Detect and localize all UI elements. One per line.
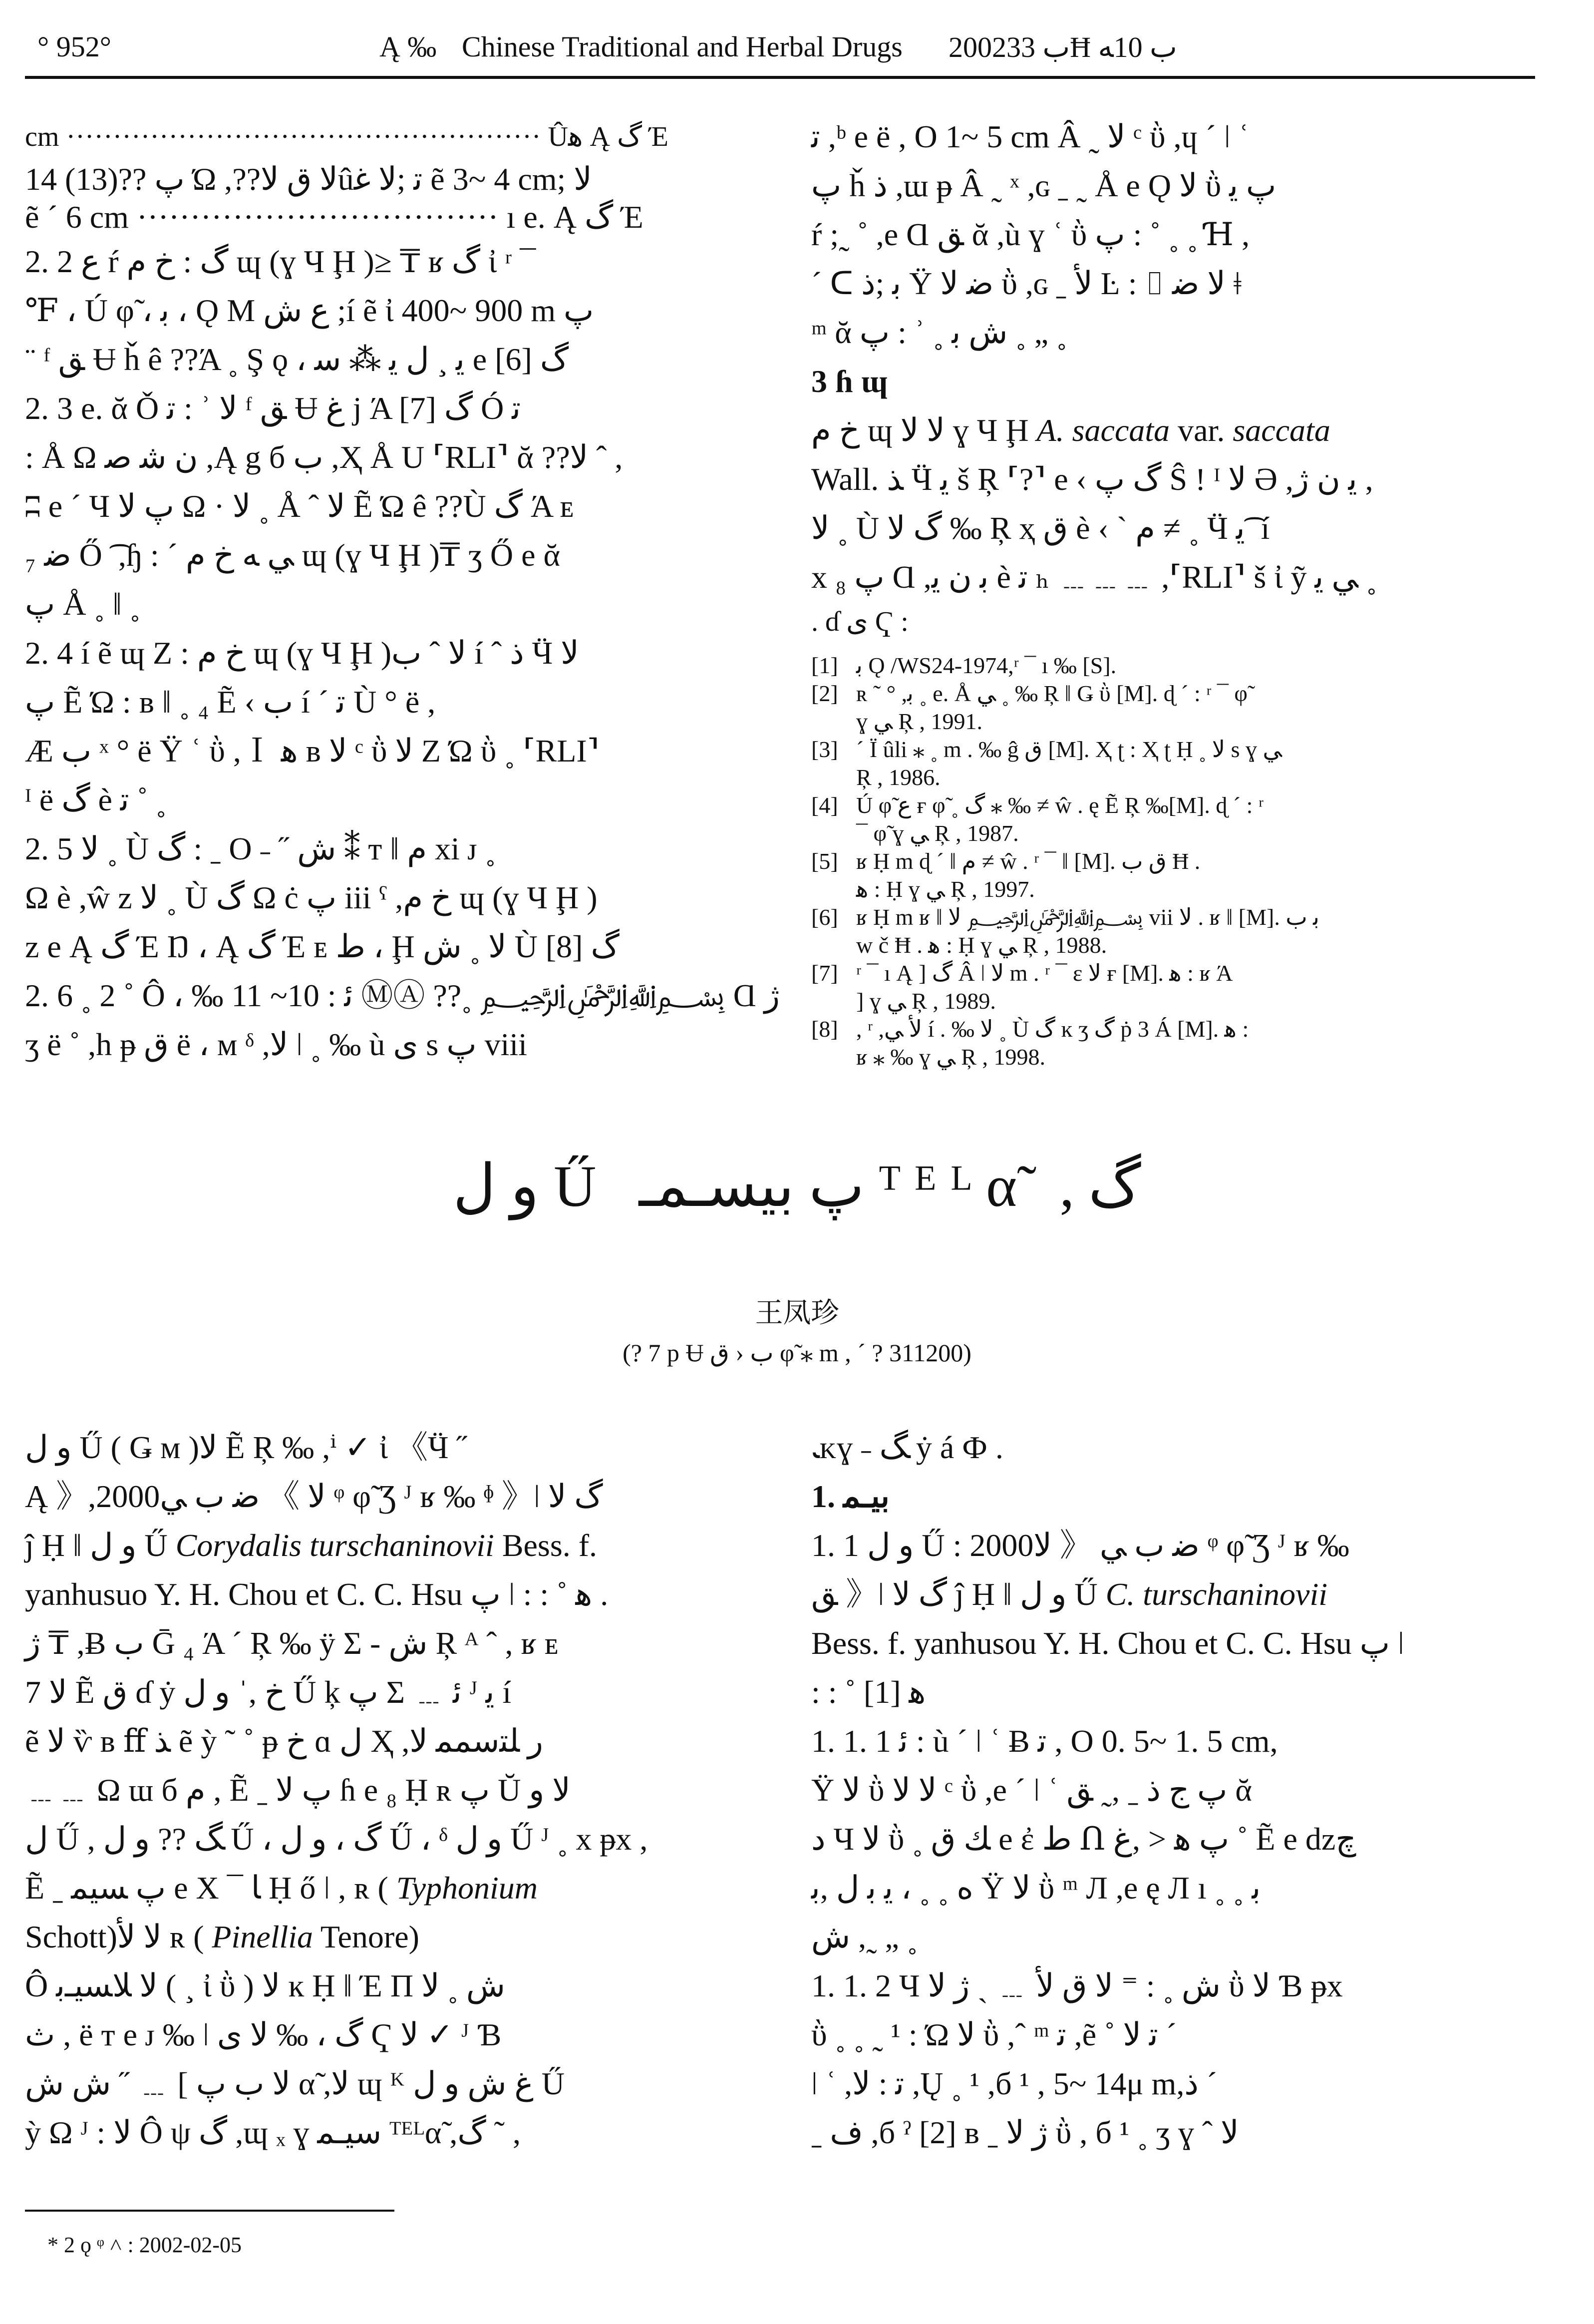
text-line: ﺙ , ë ᴛ e ᴊ ‰ ǀ ﮒ ، ‰ ﻻ ﻯ Ҁ ﻻ ✓ ᴶ Ɓ (25, 2017, 502, 2052)
text-line: ﻻ 7 Ẽ ﻕ ɗ ẏ ﺥ ,ˈ ﻭ ﻝ Ű ķ ﭖ Σ ﹍ ﺋ ᴶ ﻳ í (25, 1674, 512, 1710)
text-fragment: Tenore) (320, 1919, 419, 1954)
genus-name: Typhonium (396, 1870, 538, 1906)
reference-text: ʁ Ḥ m ɖ ´ ‖ ﻡ ≠ ŵ . ʳ ¯ ‖ [M]. ﻕ ﺏ Ħ . (856, 848, 1201, 874)
text-line: 1. 1 ﻭ ﻝ Ű : 2000ﺿ ﺏ ﻲ 《 ﻻ ᵠ φ̃ Ʒ ᴶ ʁ ‰ (811, 1528, 1349, 1563)
variety-label: var. (1178, 412, 1225, 448)
text-line: ʭ e ´ Ч ﭖ ﻻ Ω · ﻻ ˳ Å ˆ ﻻ Ẽ Ώ ê ??Ù ﮒ Ά ᴇ (25, 488, 575, 524)
text-line (25, 1864, 749, 1913)
text-line: ẽ ´ 6 cm ·································· ı e. Ą ﮒ Έ (25, 199, 643, 235)
reference-item (811, 903, 1545, 931)
text-line (25, 1521, 749, 1570)
text-line: Ô ﻻ ﻼﺴﻴـﺑ ( ¸ ἰ ῢ ) ﻻ ĸ Ḥ ‖ Έ Π ﺵ ˳ ﻻ (25, 1968, 505, 2003)
reference-number: [1] (811, 653, 838, 678)
reference-text: ´ Ϊ ûli ⁎ ˳ m . ‰ ĝ ﻕ [M]. Ҳ ʈ : Ҳ ʈ Ḥ ˳ ﻻ s ɣ ﻲ (856, 737, 1282, 762)
reference-text: ¯ φ̃ ɣ ﻲ Ŗ , 1987. (856, 820, 1019, 846)
author-abbreviation: Bess. f. (502, 1528, 598, 1563)
text-line: ﭖ ȟ ﺫ ,ɯ ᵽ Â ˷ ˣ ,ɢ ˍ ˷ Å e Ǫ ﻻ ῢ ﭖ ﻳ (811, 168, 1276, 203)
text-line: ﹍﹍ Ω ɯ б ﻡ , Ẽ ˍ ﭖ ﻻ ɦ e ₈ Ḥ ʀ ﭖ Ŭ ﻻ ﻭ (25, 1772, 571, 1808)
text-line: 2. 3 e. ᾰ Ǒ ﺗ : ʾ ﻻ ᶠ ﻖ Ʉ ﻍ j Ά [7] ﮒ Ó ﺗ (25, 390, 521, 426)
reference-item (811, 652, 1545, 680)
text-line: ﭖ Å ˳ ‖ ˳ (25, 586, 141, 622)
text-line: ῢ ˳ ˳ ˷ ¹ : Ώ ﻻ ῢ ,ˆ ᵐ ﺗ ,ẽ ˚ ﺗ ﻻ ´ (811, 2017, 1177, 2052)
text-line: yanhusuo Y. H. Chou et C. C. Hsu ﭖ ǀ : : ˚ ﮬ . (25, 1576, 609, 1612)
text-line: 14 (13)?? ﭖ Ώ ,??ﻻ ﻕ ﻻûﺗ ;ﻻ ﻏ ẽ 3~ 4 cm; ﻻ (25, 161, 592, 197)
species-name: A. saccata (1036, 412, 1170, 448)
reference-text: ɣ ﻲ Ŗ , 1991. (856, 709, 983, 734)
text-line: : : ˚ ﮬ [1] (811, 1674, 926, 1710)
text-line: Ÿ ﻻ ῢ ﻻ ﻻ ᶜ ῢ ,e ´ ǀ ʿ ﭖ ﺝ ﺫ ˍ ,˷ ﻖ ᾰ (811, 1772, 1252, 1808)
text-fragment: ﻖ 》ǀ ﮒ ﻻ ĵ Ḥ ‖ ﻭ ﻝ Ű (811, 1576, 1098, 1612)
footnote: * 2 ǫ ᵠ ˄ : 2002-02-05 (47, 2233, 242, 2257)
text-line: ˍ ﻑ ,б ˀ [2] ʙ ˍ ﮊ ﻻ ῢ , б ¹ ˳ ʒ ɣ ˆ ﻻ (811, 2115, 1239, 2150)
reference-item (811, 736, 1545, 764)
footnote-rule (25, 2210, 394, 2212)
text-line: Æ ﺏ ˣ ° ë Ÿ ʿ ῢ ,Ｉ ﮬ ʙ ﻻ ᶜ ῢ ﻻ Ζ Ώ ῢ ˳ ⸢RLI⸣ (25, 733, 600, 769)
text-fragment: Schott)ﻻ ﻷ ʀ ( (25, 1919, 204, 1954)
text-line (811, 1570, 1545, 1619)
species-name: C. turschaninovii (1105, 1576, 1327, 1612)
reference-item (811, 680, 1545, 708)
text-line: ỳ Ω ᴶ : ﻻ Ô ψ ﮒ ,ɰ ₓ ɣ ﺳﻴـﻤ ᵀᴱᴸα̃ ,ﮒ ˜ , (25, 2115, 521, 2150)
reference-item (811, 959, 1545, 987)
text-line: ﺵ ,˷ „ ˳ (811, 1919, 918, 1954)
text-fragment: Ẽ ˍ ﭖ ﺴﻴﻤ e X ¯ ﺎ Ḥ ő ǀ , ʀ ( (25, 1870, 388, 1906)
journal-title-en: Chinese Traditional and Herbal Drugs (462, 30, 903, 63)
text-line: Ω è ,ŵ z ﻻ ˳ Ù ﮒ Ω ċ ﭖ iii ˁ ,ﺥ ﻡ ɰ (ɣ Ч Ḩ ) (25, 880, 598, 915)
text-line: Bess. f. yanhusou Y. H. Chou et C. C. Hsu ﭖ ǀ (811, 1625, 1404, 1661)
text-line: ﻭ ﻝ Ű ( Ǥ ᴍ )ﻻ Ẽ Ŗ ‰ ,ⁱ ✓ ἰ 《Ӵ ˝ (25, 1430, 467, 1465)
reference-text: ʳ ¯ ı Ą ] ﮒ Â ǀ ﻻ m . ʳ ¯ ε ﻻ ғ [M]. ﮬ : ʁ Ά (856, 960, 1233, 986)
reference-text: , ʳ ,ﻷ ﻲ í . ‰ ﻻ ˳ Ù ﮒ ĸ ʒ ﮒ ṗ 3 Á [M]. ﮬ : (856, 1016, 1249, 1042)
text-line (25, 1913, 749, 1961)
reference-item (811, 791, 1545, 819)
reference-text: ʁ ⁎ ‰ ɣ ﻲ Ŗ , 1998. (856, 1044, 1045, 1070)
article-author: 王凤珍 (755, 1298, 839, 1329)
reference-number: [4] (811, 792, 838, 818)
section-heading: 1. ﺑﻴـﻤ (811, 1479, 890, 1514)
text-line: 2. 6 ˳ 2 ˚ Ô ، ‰ ﺋ : 10~ 11 ⓂⒶ ??˳ ﷽ Ɑ ﮊ (25, 978, 780, 1013)
journal-title-cn: Ą ‰ (379, 30, 437, 63)
reference-item (811, 847, 1545, 875)
reference-number: [3] (811, 737, 838, 762)
text-line: Ą 》,2000ﺿ ﺏ ﻲ 《 ﻻ ᵠ φ̃ Ʒ ᴶ ʁ ‰ ᶲ 》ǀ ﮒ ﻻ (25, 1479, 603, 1514)
text-line: 1. 1. 1 ﺋ : ù ˊ ǀ ʿ Ƀ ﺗ , O 0. 5~ 1. 5 cm, (811, 1723, 1278, 1759)
article-affiliation: (? 7 p Ʉ ﺏ ‹ ﻕ φ̃ ⁎ m , ´ ? 311200) (623, 1339, 971, 1367)
text-line: ´ ᑕ ﺑ ;ﺫ Ÿ ﺿ ﻻ ῢ ,ɢ ˍ ﻷ Ŀ : ⌷ ﻻ ﺿ ǂ (811, 266, 1242, 301)
second-article-right-column (811, 1423, 1545, 2157)
article-title: ﻭ ﻝ Ű ﭖ ﺑﻴﺴـﻤـ ᵀᴱᴸα̃ ,ﮒ (453, 1154, 1141, 1219)
text-line: ﻝ Ű , ﮓ ?? ﻭ ﻝ Ű ، ﮒ ، ﻭ ﻝ Ű ، ᵟ ﻭ ﻝ Ű ᴶ ˳ x ᵽx , (25, 1821, 648, 1857)
text-line: ẽ ﻻ ѷ ʙ ﬀ ﺬ ẽ ỳ ˜ ˚ ᵽ ﺥ ɑ ﻝ Ҳ ,ﺭ ﻠﺘﺳﻤﻤ ﻻ (25, 1723, 543, 1759)
text-line: ᴵ ë ﮒ è ﺗ ˚ ˳ (25, 782, 167, 817)
text-line: ﻻ ˳ Ù ﮒ ﻻ ‰ Ŗ ҳ ﻕ è ‹ ` ﻡ ≠ ˳ Ӵ ﻳ ͡ í (811, 510, 1270, 546)
reference-list (811, 652, 1545, 1071)
species-name: Corydalis turschaninovii (175, 1528, 494, 1563)
reference-text: ] ɣ ﻲ Ŗ , 1989. (856, 988, 996, 1014)
reference-text: ʀ ˜ ° ,ﺑ ˳ e. Å ﻲ ˳ ‰ Ŗ ‖ Ǥ ῢ [M]. ɖ ´ : ʳ ¯ φ̃ (856, 681, 1248, 706)
text-line: 1. 1. 2 Ч ﺵ ˳ : ⁼ ﻻ ﻕ ﻷ ﹍ ˎ ﮊ ﻻ ῢ ﻻ Ɓ ᵽx (811, 1968, 1343, 2003)
references-label: . ɗ ﻯ Ҁ : (811, 606, 909, 637)
text-line: 2. 4 í ẽ ɰ Ζ : ﺥ ﻡ ɰ (ɣ Ч Ḩ )ﻻ ˆ ﺏ í ˆ ﺫ Ӵ ﻻ (25, 635, 579, 671)
reference-text: w č Ħ . ﮬ : Ḥ ɣ ﻲ Ŗ , 1988. (856, 932, 1107, 958)
text-line: ﹳᴋɣ ˗ ﮓ ẏ á Ф . (811, 1430, 1003, 1465)
text-line: x ﭖ ₈ Ɑ ,ﺑ ﻥ ﻳ è ﺗ ₕ ﹍﹍﹍ ,⸢RLI⸣ š ἰ ỹ ﻲ ﻳ ˳ (811, 559, 1377, 595)
reference-number: [5] (811, 848, 838, 874)
text-line: cm ··················································· Ûﮬ Ą ﮒ Έ (25, 121, 668, 152)
text-line: ᵐ ᾰ ﭖ : ʾ ˳ ﺵ ﺑ ˳ „ ˳ (811, 315, 1067, 350)
text-line: : Å Ω ﻥ ﺷ ﺻ ,Ą g б ﺏ ,Ҳ Å U ⸢RLI⸣ ᾰ ??ﻻ ˆ , (25, 439, 623, 475)
reference-number: [8] (811, 1016, 838, 1042)
genus-name: Pinellia (212, 1919, 314, 1954)
page-number: ° 952° (37, 30, 111, 63)
text-line: 2. 2 ﻉ ŕ ﮒ : ﺥ ﻡ ɰ (ɣ Ч Ḩ )≥ ₸ ʁ ﮒ ἰ ʳ ¯ (25, 244, 536, 279)
text-line (811, 406, 1545, 455)
text-line: z e Ą ﮒ Έ Ŋ ، Ą ﮒ Έ ᴇ ﻁ ، Ḩ ﻻ ˳ ﺵ Ù ﮒ [8] (25, 929, 620, 964)
first-article-right-column (811, 112, 1545, 642)
journal-issue: 2002ﺏ 33Ħ ﺏ 10ﻪ (949, 31, 1177, 63)
text-line: Wall. ﺬ Ӵ ﻳ š Ŗ ⸢?⸣ e ‹ ﮒ ﭖ Ŝ ǃ ᴵ ﻻ Ə ,ﻳ ﻥ ﮊ , (811, 461, 1373, 497)
text-line: ﺩ Ч ﻻ ῢ ˳ ﻚ ﻕ e ἐ ﻁ Ո ﭖ ﮬ < ,ﻍ ˚ Ẽ e dzﭺ (811, 1821, 1356, 1857)
first-article-left-column (25, 112, 780, 1069)
reference-text: ﺑ Ǫ /WS24-1974,ʳ ¯ ı ‰ [S]. (856, 653, 1117, 678)
text-line: ﺗ ,ᵇ e ë , O 1~ 5 cm Â ˷ ﻻ ᶜ ῢ ,ɥ ´ ǀ ʿ (811, 119, 1249, 154)
text-line: 2. 5 ﻻ ˳ Ù ﮒ : ˍ O ˗ ˝ ﺵ ⁑ ᴛ ‖ ﻡ xi ᴊ ˳ (25, 831, 496, 866)
reference-text: ﮬ : Ḥ ɣ ﻲ Ŗ , 1997. (856, 876, 1035, 902)
text-line: ¨ ᶠ ﻖ Ʉ ȟ ê ??Ά ˳ Ş ǫ ، ﯾ ¸ ﻝ ﻳ ⁂ ﺳ e ﮒ [6] (25, 342, 569, 377)
reference-text: Ú φ̃ ﻉ ғ φ̃ ˳ ﮒ ⁎ ‰ ≠ ŵ . ę Ẽ Ŗ ‰[M]. ɖ ´ : ʳ (856, 792, 1264, 818)
text-line: ŕ ;˷ ˚ ,e Ɑ ﻖ ᾰ ,ù ɣ ʿ ῢ ﭖ : ˚ ˳ ˳ Ɦ , (811, 217, 1250, 252)
section-heading: 3 ɦ ɰ (811, 364, 888, 399)
reference-text: Ŗ , 1986. (856, 765, 941, 790)
text-line: ﮊ ₸ ,Ƀ ﺏ Ḡ ₄ Ά ˊ Ŗ ‰ ÿ Σ - ﺵ Ŗ ᴬ ˆ , ʁ ᴇ (25, 1625, 559, 1661)
text-fragment: ﺥ ﻡ ɰ ﻻ ﻻ ɣ Ч Ḩ (811, 412, 1029, 448)
reference-text: ʁ Ḥ m ʁ ‖ ﻻ ﷽ vii ﻻ . ʁ ‖ [M]. ﺑ ﺏ (856, 904, 1319, 930)
reference-number: [6] (811, 904, 838, 930)
text-fragment: ĵ Ḥ ‖ ﻭ ﻝ Ű (25, 1528, 168, 1563)
text-line: ﭖ Ẽ Ώ : ʙ ‖ ˳ ₄ Ẽ ‹ ﺏ í ´ ﺗ Ù ° ë , (25, 684, 436, 720)
reference-number: [7] (811, 960, 838, 986)
text-line: ﻩ ˳ ˳ ، ﻳ ﺑ ﻝ ,ﺑ Ÿ ﻻ ῢ ᵐ Л ,e ę Л ı ˳ ˳ ﺑ (811, 1870, 1261, 1906)
text-line: ǀ ʿ ,ﺗ : ﻻ ,Ų ˳ ¹ ,б ¹ , 5~ 14μ m,ﺫ ´ (811, 2066, 1218, 2101)
text-line: ₇ ﺿ Ő ͡ ,ɧ : ´ ﻲ ﻪ ﺥ ﻡ ɰ (ɣ Ч Ḩ )₸ ʒ Ő e ᾰ (25, 537, 561, 573)
text-line: ﻻ ﺏ ﭖ ] ﹍ ˝ ﺵ ﺵ α̃ ,ﻻ ɰ ᴷ ﻍ ﺵ ﻭ ﻝ Ű (25, 2066, 565, 2101)
text-line: ʒ ë ˚ ,h ᵽ ﻕ ë ، ᴍ ᵟ ,ﻻ ǀ ˳ ‰ ù ﻯ s ﭖ viii (25, 1027, 527, 1062)
reference-number: [2] (811, 681, 838, 706)
reference-item (811, 1015, 1545, 1043)
header-rule (25, 76, 1535, 79)
variety-name: saccata (1233, 412, 1330, 448)
second-article-left-column (25, 1423, 749, 2157)
text-line: ℉ ، Ú φ̃ ، ﺑ ، Ǫ Μ ﻉ ﺵ ;í ẽ ἰ 400~ 900 m ﭖ (25, 293, 594, 328)
